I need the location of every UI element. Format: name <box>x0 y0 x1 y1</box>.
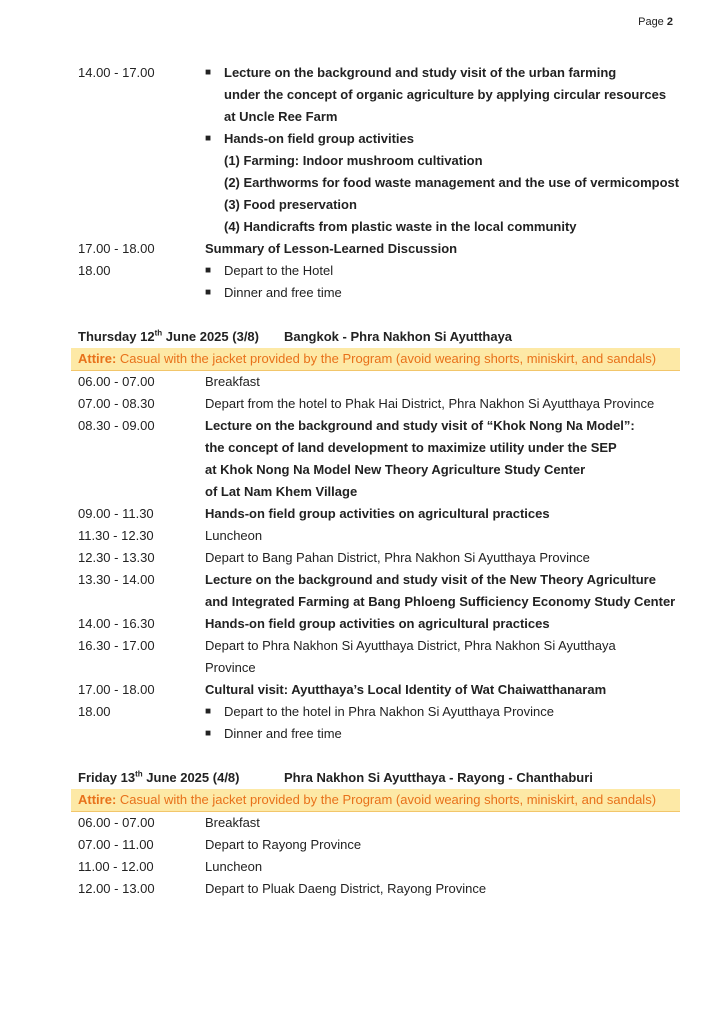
schedule-activity: (2) Earthworms for food waste management and the use of vermicompost <box>224 175 680 190</box>
schedule-row <box>0 657 724 679</box>
day4-date: Friday 13th June 2025 (4/8) <box>78 769 240 785</box>
schedule-row <box>0 172 724 194</box>
schedule-row <box>0 238 724 260</box>
schedule-row <box>0 371 724 393</box>
schedule-row <box>0 635 724 657</box>
schedule-time: 06.00 - 07.00 <box>78 815 155 830</box>
schedule-row <box>0 106 724 128</box>
schedule-activity: Depart to Pluak Daeng District, Rayong Province <box>205 881 487 896</box>
page-number-value: 2 <box>666 16 673 28</box>
schedule-activity: Depart to the Hotel <box>224 263 334 278</box>
schedule-time: 07.00 - 11.00 <box>78 837 154 852</box>
schedule-activity: Dinner and free time <box>224 726 342 741</box>
schedule-activity: (4) Handicrafts from plastic waste in the local community <box>224 219 577 234</box>
schedule-activity: Luncheon <box>205 859 263 874</box>
schedule-time: 12.00 - 13.00 <box>78 881 155 896</box>
page-number <box>638 16 673 28</box>
day3-route: Bangkok - Phra Nakhon Si Ayutthaya <box>284 329 513 344</box>
schedule-time: 18.00 <box>78 704 111 719</box>
day4-heading <box>0 767 724 789</box>
schedule-activity: Depart to Phra Nakhon Si Ayutthaya District, Phra Nakhon Si Ayutthaya <box>205 638 616 653</box>
schedule-row <box>0 547 724 569</box>
schedule-time: 08.30 - 09.00 <box>78 418 155 433</box>
schedule-time: 17.00 - 18.00 <box>78 682 155 697</box>
schedule-row <box>0 503 724 525</box>
schedule-row <box>0 878 724 900</box>
schedule-time: 11.30 - 12.30 <box>78 528 154 543</box>
schedule-activity: Breakfast <box>205 374 260 389</box>
schedule-activity: Hands-on field group activities <box>224 131 414 146</box>
schedule-row <box>0 701 724 723</box>
schedule-activity: Lecture on the background and study visit of the urban farming <box>224 65 617 80</box>
schedule-row <box>0 282 724 304</box>
schedule-activity: Lecture on the background and study visit of “Khok Nong Na Model”: <box>205 418 635 433</box>
schedule-row <box>0 613 724 635</box>
schedule-activity: the concept of land development to maximize utility under the SEP <box>205 440 617 455</box>
schedule-row <box>0 856 724 878</box>
schedule-time: 06.00 - 07.00 <box>78 374 155 389</box>
schedule-activity: Province <box>205 660 256 675</box>
schedule-time: 14.00 - 16.30 <box>78 616 155 631</box>
schedule-time: 12.30 - 13.30 <box>78 550 155 565</box>
day3-schedule <box>0 371 724 745</box>
schedule-time: 11.00 - 12.00 <box>78 859 154 874</box>
schedule-row <box>0 393 724 415</box>
schedule-activity: Summary of Lesson-Learned Discussion <box>205 241 458 256</box>
schedule-row <box>0 459 724 481</box>
schedule-row <box>0 260 724 282</box>
schedule-activity: at Khok Nong Na Model New Theory Agriculture Study Center <box>205 462 586 477</box>
page-label: Page <box>638 16 664 28</box>
schedule-time: 18.00 <box>78 263 111 278</box>
day3-attire-banner: Attire: Casual with the jacket provided by the Program (avoid wearing shorts, miniskirt, and sandals) <box>71 348 680 371</box>
schedule-row <box>0 812 724 834</box>
schedule-activity: (3) Food preservation <box>224 197 357 212</box>
schedule-row <box>0 128 724 150</box>
bullet-icon: ■ <box>205 706 212 717</box>
schedule-row <box>0 415 724 437</box>
schedule-activity: and Integrated Farming at Bang Phloeng Sufficiency Economy Study Center <box>205 594 676 609</box>
schedule-activity: Depart from the hotel to Phak Hai District, Phra Nakhon Si Ayutthaya Province <box>205 396 655 411</box>
schedule-activity: (1) Farming: Indoor mushroom cultivation <box>224 153 483 168</box>
schedule-row <box>0 437 724 459</box>
schedule-activity: under the concept of organic agriculture by applying circular resources <box>224 87 667 102</box>
schedule-activity: Breakfast <box>205 815 260 830</box>
schedule-activity: of Lat Nam Khem Village <box>205 484 358 499</box>
schedule-row <box>0 525 724 547</box>
schedule-row <box>0 150 724 172</box>
schedule-row <box>0 194 724 216</box>
schedule-time: 13.30 - 14.00 <box>78 572 155 587</box>
schedule-activity: Depart to the hotel in Phra Nakhon Si Ayutthaya Province <box>224 704 555 719</box>
schedule-activity: Depart to Bang Pahan District, Phra Nakhon Si Ayutthaya Province <box>205 550 590 565</box>
schedule-activity: Hands-on field group activities on agricultural practices <box>205 616 550 631</box>
schedule-activity: Hands-on field group activities on agricultural practices <box>205 506 550 521</box>
schedule-document <box>0 62 724 900</box>
schedule-row <box>0 679 724 701</box>
bullet-icon: ■ <box>205 67 212 78</box>
schedule-row <box>0 591 724 613</box>
schedule-activity: Depart to Rayong Province <box>205 837 362 852</box>
schedule-row <box>0 834 724 856</box>
schedule-row <box>0 62 724 84</box>
day2-afternoon-block <box>0 62 724 304</box>
day3-date: Thursday 12th June 2025 (3/8) <box>78 328 259 344</box>
schedule-row <box>0 481 724 503</box>
bullet-icon: ■ <box>205 133 212 144</box>
day4-route: Phra Nakhon Si Ayutthaya - Rayong - Chanthaburi <box>284 770 593 785</box>
schedule-time: 16.30 - 17.00 <box>78 638 155 653</box>
bullet-icon: ■ <box>205 265 212 276</box>
bullet-icon: ■ <box>205 287 212 298</box>
schedule-time: 17.00 - 18.00 <box>78 241 155 256</box>
day4-schedule <box>0 812 724 900</box>
schedule-activity: Dinner and free time <box>224 285 342 300</box>
schedule-row <box>0 723 724 745</box>
schedule-activity: Cultural visit: Ayutthaya’s Local Identity of Wat Chaiwatthanaram <box>205 682 607 697</box>
schedule-row <box>0 569 724 591</box>
schedule-activity: at Uncle Ree Farm <box>224 109 338 124</box>
schedule-time: 07.00 - 08.30 <box>78 396 155 411</box>
schedule-row <box>0 84 724 106</box>
bullet-icon: ■ <box>205 728 212 739</box>
schedule-activity: Lecture on the background and study visit of the New Theory Agriculture <box>205 572 656 587</box>
schedule-row <box>0 216 724 238</box>
day3-heading <box>0 326 724 348</box>
schedule-time: 09.00 - 11.30 <box>78 506 154 521</box>
day4-attire-banner: Attire: Casual with the jacket provided by the Program (avoid wearing shorts, miniskirt, and sandals) <box>71 789 680 812</box>
schedule-time: 14.00 - 17.00 <box>78 65 155 80</box>
schedule-activity: Luncheon <box>205 528 263 543</box>
